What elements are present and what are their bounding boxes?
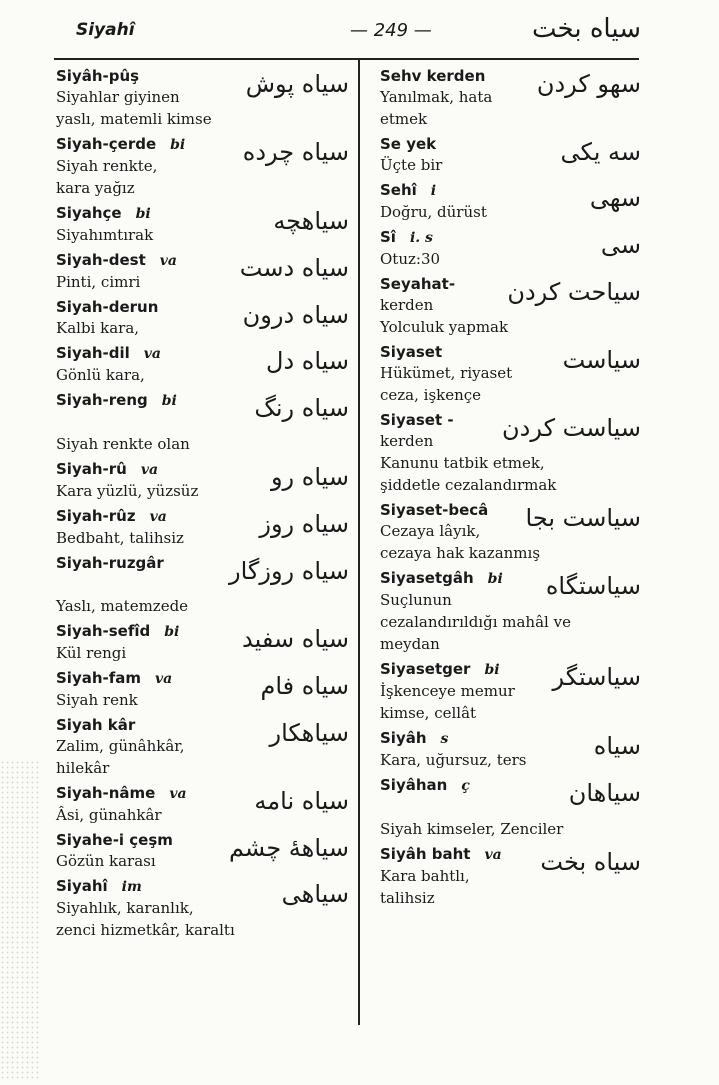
definition-line: Siyah renkte olan (56, 435, 190, 453)
definition-line: Otuz:30 (380, 250, 441, 268)
definition-line: hilekâr (56, 759, 110, 777)
right-column (380, 66, 643, 913)
dictionary-entry (56, 621, 351, 664)
definition-line: Siyah kimseler, Zenciler (380, 820, 564, 838)
definition-line: Kalbi kara, (56, 319, 140, 337)
dictionary-entry (380, 568, 643, 655)
dictionary-entry (380, 180, 643, 223)
arabic-script-word: سیاه بخت (540, 848, 641, 876)
definition-line: kerden (380, 432, 434, 450)
definition-line: meydan (380, 635, 440, 653)
arabic-script-word: سیاحت کردن (507, 278, 641, 306)
dictionary-entry (380, 274, 643, 338)
dictionary-entry (380, 728, 643, 771)
dictionary-entry (56, 66, 351, 130)
arabic-script-word: سیاه درون (242, 301, 349, 329)
dictionary-entry (56, 343, 351, 386)
part-of-speech-tag: bi (161, 393, 177, 409)
dictionary-entry (380, 659, 643, 724)
arabic-script-word: سیاه دست (239, 254, 349, 282)
part-of-speech-tag: va (143, 346, 161, 362)
part-of-speech-tag: bi (484, 662, 500, 678)
arabic-script-word: سیاه روزگار (229, 557, 349, 585)
dictionary-entry (380, 775, 643, 840)
headword-text: Sehv kerden (380, 67, 486, 85)
definition-line: Kül rengi (56, 644, 127, 662)
page-header (0, 14, 719, 58)
definition-line: Hükümet, riyaset (380, 364, 513, 382)
arabic-script-word: سیاه چرده (242, 138, 349, 166)
dictionary-entry (380, 410, 643, 496)
dictionary-entry (380, 66, 643, 130)
definition-line: Siyah renkte, (56, 157, 158, 175)
part-of-speech-tag: va (169, 786, 187, 802)
arabic-script-word: سه یکی (560, 138, 641, 166)
headword-text: Sî (380, 228, 396, 246)
definition-line: şiddetle cezalandırmak (380, 476, 557, 494)
definition-line: Pinti, cimri (56, 273, 141, 291)
dictionary-entry (56, 134, 351, 199)
part-of-speech-tag: ç (461, 778, 470, 794)
definition-line: etmek (380, 110, 428, 128)
headword-text: Siyah-derun (56, 298, 159, 316)
headword-text: Siyah-fam (56, 669, 142, 687)
arabic-script-word: سیاهچه (273, 207, 349, 235)
scan-noise (0, 760, 40, 1080)
arabic-script-word: سیاهی (281, 880, 349, 908)
dictionary-entry (56, 668, 351, 711)
arabic-script-word: سیاست کردن (502, 414, 641, 442)
definition-line: Doğru, dürüst (380, 203, 487, 221)
definition-line: Siyahlık, karanlık, (56, 899, 194, 917)
definition-line: Üçte bir (380, 156, 443, 174)
headword-text: Siyah-rûz (56, 507, 136, 525)
dictionary-entry (56, 783, 351, 826)
headword-text: Se yek (380, 135, 437, 153)
definition-line: ceza, işkençe (380, 386, 482, 404)
definition-line: Yaslı, matemzede (56, 597, 189, 615)
dictionary-entry (380, 500, 643, 564)
arabic-script-word: سیاه رنگ (254, 394, 349, 422)
part-of-speech-tag: bi (170, 137, 186, 153)
section-heading: Siyahî (76, 20, 135, 40)
part-of-speech-tag: s (440, 731, 449, 747)
arabic-script-word: سیاستگاه (545, 572, 641, 600)
headword-text: Siyaset-becâ (380, 501, 489, 519)
dictionary-entry (56, 876, 351, 941)
arabic-script-word: سیاه دل (266, 347, 349, 375)
definition-line: Kanunu tatbik etmek, (380, 454, 545, 472)
headword-text: Siyahî (56, 877, 108, 895)
definition-line: Siyah renk (56, 691, 138, 709)
headword-text: Siyahçe (56, 204, 122, 222)
definition-line: Kara, uğursuz, ters (380, 751, 527, 769)
dictionary-entry (380, 844, 643, 909)
definition-line: Yanılmak, hata (380, 88, 493, 106)
dictionary-entry (56, 297, 351, 339)
definition-line: Siyahlar giyinen (56, 88, 180, 106)
dictionary-entry (380, 342, 643, 406)
definition-line: Siyahımtırak (56, 226, 154, 244)
arabic-script-word: سیاهۀ چشم (228, 834, 349, 862)
headword-text: Siyah-ruzgâr (56, 554, 164, 572)
definition-line: zenci hizmetkâr, karaltı (56, 921, 235, 939)
headword-text: Sehî (380, 181, 417, 199)
part-of-speech-tag: i. s (409, 230, 433, 246)
definition-line: Gözün karası (56, 852, 156, 870)
dictionary-entry (56, 830, 351, 872)
dictionary-entry (56, 203, 351, 246)
arabic-script-word: سهو کردن (536, 70, 641, 98)
definition-line: kerden (380, 296, 434, 314)
headword-text: Siyah-nâme (56, 784, 156, 802)
part-of-speech-tag: bi (487, 571, 503, 587)
part-of-speech-tag: i (430, 183, 437, 199)
definition-line: Cezaya lâyık, (380, 522, 481, 540)
headword-text: Siyâh-pûş (56, 67, 140, 85)
part-of-speech-tag: va (140, 462, 159, 478)
definition-line: Zalim, günâhkâr, (56, 737, 185, 755)
arabic-script-word: سیاه (593, 732, 641, 760)
dictionary-entry (56, 250, 351, 293)
part-of-speech-tag: va (155, 671, 173, 687)
part-of-speech-tag: va (149, 509, 167, 525)
headword-text: Siyah-dest (56, 251, 146, 269)
headword-text: Siyah kâr (56, 716, 136, 734)
definition-line: Yolculuk yapmak (380, 318, 509, 336)
headword-text: Siyâhan (380, 776, 448, 794)
arabic-script-word: سیاست (562, 346, 641, 374)
definition-line: Âsi, günahkâr (56, 806, 162, 824)
arabic-script-word: سیاه سفید (242, 625, 349, 653)
arabic-script-word: سیاه فام (260, 672, 349, 700)
headword-text: Siyaset (380, 343, 443, 361)
part-of-speech-tag: va (484, 847, 502, 863)
arabic-script-word: سیاه روز (259, 510, 349, 538)
part-of-speech-tag: im (121, 879, 142, 895)
arabic-script-word: سیاهکار (269, 719, 349, 747)
dictionary-entry (56, 715, 351, 779)
arabic-script-word: سهی (589, 184, 641, 212)
definition-line: kimse, cellât (380, 704, 477, 722)
headword-text: Siyah-rû (56, 460, 127, 478)
definition-line: Kara yüzlü, yüzsüz (56, 482, 199, 500)
dictionary-entry (56, 390, 351, 455)
headword-text: Siyasetgâh (380, 569, 474, 587)
arabic-script-word: سیاهان (568, 779, 641, 807)
definition-line: İşkenceye memur (380, 682, 515, 700)
dictionary-entry (56, 553, 351, 617)
headword-text: Siyah-çerde (56, 135, 157, 153)
header-rule (54, 58, 639, 60)
left-column (56, 66, 351, 945)
arabic-script-word: سیاه پوش (245, 70, 349, 98)
dictionary-entry (380, 134, 643, 176)
column-divider (358, 60, 360, 1025)
definition-line: kara yağız (56, 179, 135, 197)
arabic-script-word: سیاه نامه (254, 787, 349, 815)
part-of-speech-tag: bi (164, 624, 180, 640)
definition-line: talihsiz (380, 889, 435, 907)
arabic-script-word: سیاست بجا (525, 504, 641, 532)
definition-line: Bedbaht, talihsiz (56, 529, 184, 547)
headword-text: Siyâh (380, 729, 427, 747)
arabic-script-word: سیاه رو (270, 463, 349, 491)
definition-line: Suçlunun (380, 591, 452, 609)
definition-line: cezalandırıldığı mahâl ve (380, 613, 571, 631)
part-of-speech-tag: bi (135, 206, 151, 222)
headword-text: Siyaset - (380, 411, 454, 429)
headword-text: Siyah-reng (56, 391, 148, 409)
headword-text: Seyahat- (380, 275, 456, 293)
arabic-script-word: سیاستگر (552, 663, 641, 691)
page-number: — 249 — (350, 20, 432, 41)
definition-line: cezaya hak kazanmış (380, 544, 541, 562)
dictionary-entry (380, 227, 643, 270)
definition-line: Gönlü kara, (56, 366, 145, 384)
headword-text: Siyahe-i çeşm (56, 831, 173, 849)
headword-text: Siyah-sefîd (56, 622, 151, 640)
headword-text: Siyasetger (380, 660, 471, 678)
arabic-script-word: سی (600, 231, 641, 259)
definition-line: yaslı, matemli kimse (56, 110, 212, 128)
part-of-speech-tag: va (159, 253, 177, 269)
header-arabic-word: سیاه بخت (532, 14, 641, 44)
headword-text: Siyâh baht (380, 845, 471, 863)
dictionary-entry (56, 506, 351, 549)
dictionary-entry (56, 459, 351, 502)
headword-text: Siyah-dil (56, 344, 130, 362)
definition-line: Kara bahtlı, (380, 867, 470, 885)
